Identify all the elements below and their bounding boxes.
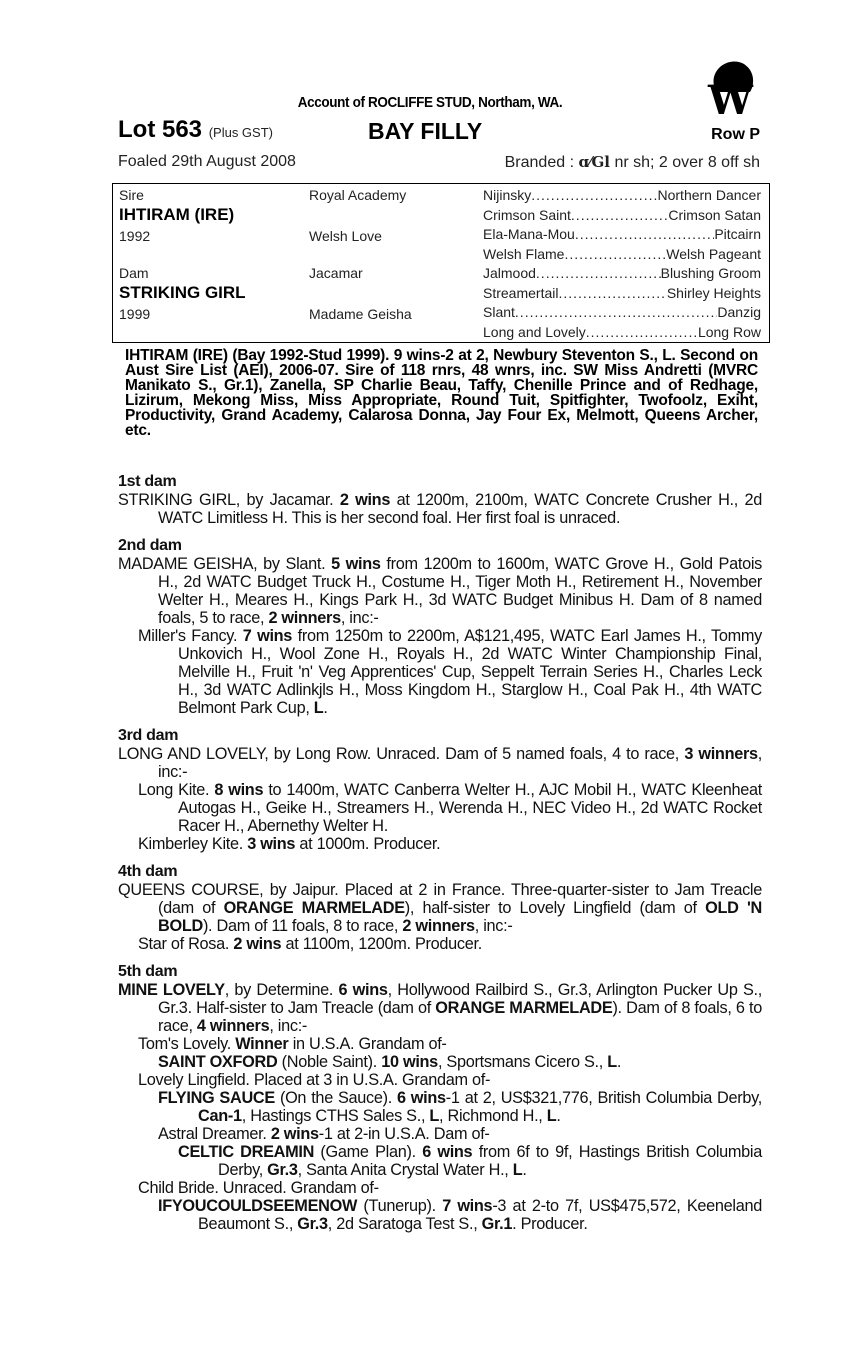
text: , Hollywood Railbird S., Gr.3, Arlington Pucker Up S., Gr.3. Half-sister to Jam Treacle (dam of <box>158 981 762 1017</box>
third-gen-ancestor <box>483 265 761 281</box>
dam-section <box>118 537 762 717</box>
bold-text: 3 winners <box>684 745 758 763</box>
sire-year: 1992 <box>119 228 151 244</box>
lot-number <box>118 116 273 144</box>
dam-dam: Madame Geisha <box>309 306 412 322</box>
ancestor-sire: Ela-Mana-Mou <box>483 226 575 242</box>
text: ). Dam of 8 foals, 6 to race, <box>158 999 762 1035</box>
sire-sire: Royal Academy <box>309 187 407 203</box>
ancestor-sire: Crimson Saint <box>483 206 571 223</box>
text: in U.S.A. Grandam of- <box>288 1035 447 1053</box>
ancestor-grandsire: Danzig <box>717 304 761 320</box>
ancestor-sire: Nijinsky <box>483 187 532 203</box>
ancestor-grandsire: Welsh Pageant <box>666 245 761 262</box>
ancestor-grandsire: Northern Dancer <box>657 187 761 203</box>
text: LONG AND LOVELY, by Long Row. Unraced. Dam of 5 named foals, 4 to race, <box>118 745 685 763</box>
brand-mark: ɑ⁄Gl <box>578 153 610 171</box>
bold-text: 3 wins <box>247 835 296 853</box>
dot-leader <box>536 265 661 281</box>
pedigree-entry <box>118 1143 762 1179</box>
brand-info <box>505 153 760 172</box>
dam-section <box>118 863 762 953</box>
dam-label: Dam <box>119 265 149 281</box>
bold-text: 4 winners <box>196 1017 270 1035</box>
text: at 1200m, 2100m, WATC Concrete Crusher H., 2d WATC Limitless H. This is her second foal. Her first foal is unraced. <box>158 491 762 527</box>
bold-text: Gr.1 <box>481 1215 513 1233</box>
text: -1 at 2-in U.S.A. Dam of- <box>318 1125 490 1143</box>
dot-leader <box>515 304 717 320</box>
dot-leader <box>586 324 698 340</box>
bold-text: 2 winners <box>402 917 475 935</box>
bold-text: 8 wins <box>214 781 264 799</box>
text: Child Bride. Unraced. Grandam of- <box>138 1179 379 1197</box>
bold-text: ORANGE MARMELADE <box>223 899 405 917</box>
dam-section <box>118 473 762 527</box>
text: . <box>323 699 328 717</box>
text: . <box>616 1053 622 1071</box>
logo-letter: W <box>708 77 753 118</box>
sire-dam: Welsh Love <box>309 228 382 244</box>
lot-note: (Plus GST) <box>208 125 273 140</box>
bold-text: L <box>546 1107 557 1125</box>
ancestor-sire: Jalmood <box>483 265 536 281</box>
dam-section <box>118 727 762 853</box>
bold-text: L <box>429 1107 440 1125</box>
text: Astral Dreamer. <box>158 1125 271 1143</box>
ancestor-grandsire: Long Row <box>697 323 761 340</box>
text: . <box>556 1107 561 1125</box>
bold-text: OLD 'N BOLD <box>158 899 762 935</box>
pedigree-table <box>112 183 770 343</box>
horse-title: BAY FILLY <box>368 118 483 144</box>
dot-leader <box>564 246 666 262</box>
section-heading: 3rd dam <box>118 727 179 744</box>
text: to 1400m, WATC Canberra Welter H., AJC Mobil H., WATC Kleenheat Autogas H., Geike H., Streamers H., Werenda H., NEC Video H., 2d WATC Rocket Racer H., Abernethy Welter H. <box>178 781 763 835</box>
sire-summary: IHTIRAM (IRE) (Bay 1992-Stud 1999). 9 wins-2 at 2, Newbury Steventon S., L. Second on Aust Sire List (AEI), 2006-07. Sire of 118 rnrs, 48 wnrs, inc. SW Miss Andretti (MVRC Manikato S., Gr.1), Zanella, SP Charlie Beau, Taffy, Chenille Prince and of Redhage, Lizirum, Mekong Miss, Miss Appropriate, Round Tuit, Spitfighter, Twofoolz, Exiht, Productivity, Grand Academy, Calarosa Donna, Jay Four Ex, Melmott, Queens Archer, etc. <box>125 347 758 439</box>
bold-text: 6 wins <box>338 981 388 999</box>
third-gen-ancestor <box>483 324 761 340</box>
text: Miller's Fancy. <box>138 627 243 645</box>
text: QUEENS COURSE, by Jaipur. Placed at 2 in France. Three-quarter-sister to Jam Treacle (dam of <box>118 881 762 917</box>
pedigree-entry <box>118 1125 762 1143</box>
text: , Richmond H., <box>439 1107 547 1125</box>
pedigree-entry <box>118 1035 762 1053</box>
row-label: Row P <box>711 126 760 143</box>
ancestor-grandsire: Blushing Groom <box>660 265 761 281</box>
third-gen-ancestor <box>483 207 761 223</box>
text: Lovely Lingfield. Placed at 3 in U.S.A. Grandam of- <box>138 1071 491 1089</box>
text: Kimberley Kite. <box>138 835 248 853</box>
bold-text: FLYING SAUCE <box>158 1089 275 1107</box>
text: Tom's Lovely. <box>138 1035 236 1053</box>
pedigree-entry <box>118 881 762 935</box>
pedigree-entry <box>118 1089 762 1125</box>
ancestor-grandsire: Crimson Satan <box>668 206 761 223</box>
text: , 2d Saratoga Test S., <box>327 1215 482 1233</box>
pedigree-entry <box>118 1179 762 1197</box>
text: , Santa Anita Crystal Water H., <box>297 1161 513 1179</box>
bold-text: Can-1 <box>198 1107 242 1125</box>
text: . <box>522 1161 527 1179</box>
bold-text: 10 wins <box>381 1053 438 1071</box>
bold-text: SAINT OXFORD <box>158 1053 278 1071</box>
brand-text: nr sh; 2 over 8 off sh <box>614 154 760 171</box>
dot-leader <box>531 187 657 203</box>
bold-text: 2 winners <box>268 609 341 627</box>
bold-text: 2 wins <box>339 491 391 509</box>
dot-leader <box>575 226 714 242</box>
text: , inc:- <box>158 745 762 781</box>
text: (Tunerup). <box>357 1197 443 1215</box>
ancestor-sire: Welsh Flame <box>483 245 565 262</box>
bold-text: 2 wins <box>270 1125 319 1143</box>
bold-text: 7 wins <box>242 627 293 645</box>
text: from 1250m to 2200m, A$121,495, WATC Earl James H., Tommy Unkovich H., Wool Zone H., Royals H., 2d WATC Winter Championship Final, Melville H., Fruit 'n' Veg Apprentices' Cup, Seppelt Terrain Series H., Charles Leck H., 3d WATC Adlinkjls H., Moss Kingdom H., Starglow H., Coal Pak H., 4th WATC Belmont Park Cup, <box>178 627 763 717</box>
third-gen-ancestor <box>483 285 761 301</box>
pedigree-entry <box>118 935 762 953</box>
sire-name: IHTIRAM (IRE) <box>119 205 235 224</box>
text: MADAME GEISHA, by Slant. <box>118 555 332 573</box>
pedigree-entry <box>118 491 762 527</box>
text: , Sportsmans Cicero S., <box>437 1053 608 1071</box>
third-gen-ancestor <box>483 187 761 203</box>
text: , inc:- <box>340 609 379 627</box>
text: ). Dam of 11 foals, 8 to race, <box>202 917 403 935</box>
section-heading: 5th dam <box>118 963 178 980</box>
pedigree-entry <box>118 781 762 835</box>
vendor-account: Account of ROCLIFFE STUD, Northam, WA. <box>297 94 563 111</box>
dam-section <box>118 963 762 1233</box>
pedigree-entry <box>118 981 762 1035</box>
pedigree-entry <box>118 1071 762 1089</box>
text: Long Kite. <box>138 781 215 799</box>
bold-text: Gr.3 <box>297 1215 328 1233</box>
bold-text: 6 wins <box>397 1089 446 1107</box>
bold-text: CELTIC DREAMIN <box>178 1143 315 1161</box>
bold-text: L <box>313 699 324 717</box>
text: -1 at 2, US$321,776, British Columbia Derby, <box>445 1089 762 1107</box>
text: Star of Rosa. <box>138 935 234 953</box>
text: (Game Plan). <box>314 1143 423 1161</box>
dam-sire: Jacamar <box>309 265 363 281</box>
dam-year: 1999 <box>119 306 151 322</box>
pedigree-entry <box>118 1197 762 1233</box>
ancestor-sire: Streamertail <box>483 284 559 301</box>
text: from 1200m to 1600m, WATC Grove H., Gold Patois H., 2d WATC Budget Truck H., Costume H., Tiger Moth H., Retirement H., November Welter H., Meares H., Kings Park H., 3d WATC Budget Minibus H. Dam of 8 named foals, 5 to race, <box>158 555 762 627</box>
dam-name: STRIKING GIRL <box>119 283 246 302</box>
bold-text: 5 wins <box>331 555 381 573</box>
text: , inc:- <box>474 917 513 935</box>
bold-text: Winner <box>235 1035 289 1053</box>
text: STRIKING GIRL, by Jacamar. <box>118 491 340 509</box>
third-gen-ancestor <box>483 304 761 320</box>
text: (On the Sauce). <box>274 1089 398 1107</box>
third-gen-ancestor <box>483 226 761 242</box>
pedigree-entry <box>118 745 762 781</box>
text: at 1100m, 1200m. Producer. <box>281 935 482 953</box>
bold-text: MINE LOVELY <box>118 981 225 999</box>
third-gen-ancestor <box>483 246 761 262</box>
text: from 6f to 9f, Hastings British Columbia Derby, <box>218 1143 762 1179</box>
ancestor-grandsire: Shirley Heights <box>666 284 761 301</box>
family-details <box>118 463 762 1233</box>
text: at 1000m. Producer. <box>295 835 441 853</box>
text: , by Determine. <box>224 981 339 999</box>
text: (Noble Saint). <box>277 1053 382 1071</box>
ancestor-grandsire: Pitcairn <box>714 226 761 242</box>
bold-text: 7 wins <box>442 1197 493 1215</box>
foaled-date: Foaled 29th August 2008 <box>118 153 296 170</box>
pedigree-entry <box>118 835 762 853</box>
text: ), half-sister to Lovely Lingfield (dam of <box>404 899 706 917</box>
dot-leader <box>571 207 668 223</box>
text: , Hastings CTHS Sales S., <box>241 1107 430 1125</box>
bold-text: ORANGE MARMELADE <box>435 999 613 1017</box>
bold-text: Gr.3 <box>267 1161 298 1179</box>
section-heading: 2nd dam <box>118 537 182 554</box>
section-heading: 4th dam <box>118 863 178 880</box>
text: , inc:- <box>269 1017 308 1035</box>
bold-text: L <box>607 1053 617 1071</box>
ancestor-sire: Long and Lovely <box>483 323 586 340</box>
bold-text: L <box>512 1161 523 1179</box>
pedigree-entry <box>118 627 762 717</box>
pedigree-entry <box>118 1053 762 1071</box>
text: -3 at 2-to 7f, US$475,572, Keeneland Beaumont S., <box>198 1197 762 1233</box>
pedigree-entry <box>118 555 762 627</box>
bold-text: 2 wins <box>233 935 282 953</box>
lot-label: Lot 563 <box>118 116 203 143</box>
ancestor-sire: Slant <box>483 304 515 320</box>
section-heading: 1st dam <box>118 473 177 490</box>
text: . Producer. <box>512 1215 588 1233</box>
branded-label: Branded : <box>504 154 575 171</box>
sire-label: Sire <box>119 187 144 203</box>
dot-leader <box>558 285 666 301</box>
bold-text: IFYOUCOULDSEEMENOW <box>158 1197 358 1215</box>
bold-text: 6 wins <box>422 1143 473 1161</box>
